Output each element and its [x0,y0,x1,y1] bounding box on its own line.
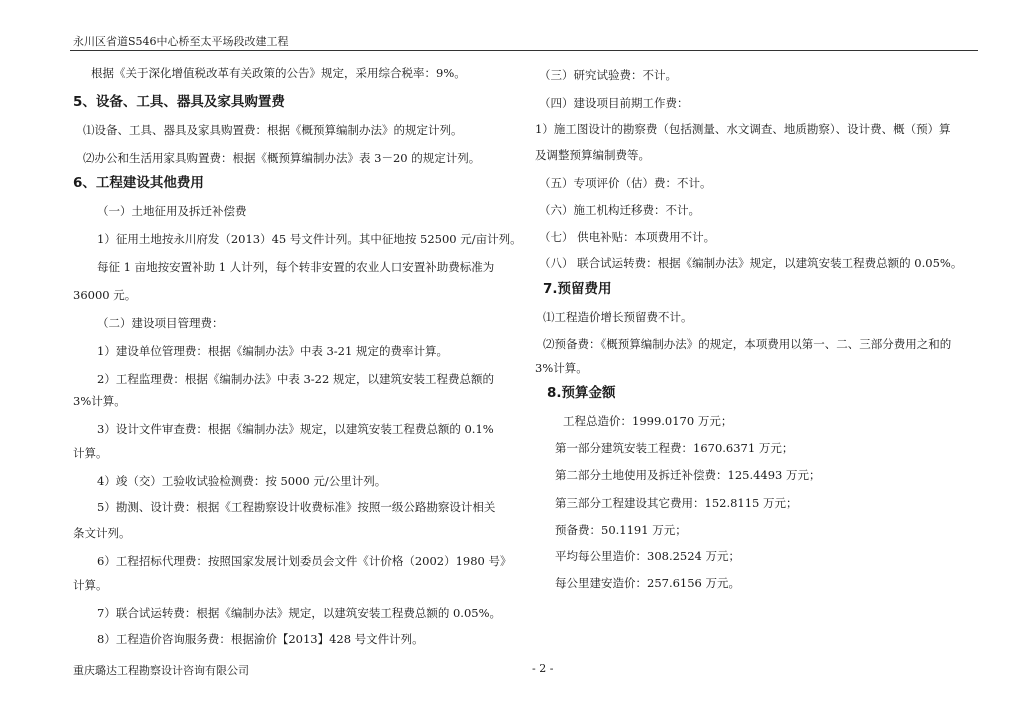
budget-line: 第二部分土地使用及拆迁补偿费：125.4493 万元； [555,468,821,482]
paragraph-line: 计算。 [73,446,108,460]
paragraph-line: 1）征用土地按永川府发（2013）45 号文件计列。其中征地按 52500 元/亩计列。 [97,232,522,246]
paragraph-line: ⑵办公和生活用家具购置费：根据《概预算编制办法》表 3－20 的规定计列。 [83,151,481,165]
header-divider [70,50,978,51]
paragraph-line: 3%计算。 [535,361,588,375]
budget-line: 工程总造价：1999.0170 万元； [563,414,733,428]
budget-line: 每公里建安造价：257.6156 万元。 [555,576,741,590]
paragraph-line: 8）工程造价咨询服务费：根据渝价【2013】428 号文件计列。 [97,632,424,646]
paragraph-line: 6）工程招标代理费：按照国家发展计划委员会文件《计价格（2002）1980 号》 [97,554,512,568]
paragraph-line: ⑵预备费：《概预算编制办法》的规定，本项费用以第一、二、三部分费用之和的 [543,337,952,351]
paragraph-line: 3%计算。 [73,394,126,408]
paragraph-line: 1）施工图设计的勘察费（包括测量、水文调查、地质勘察）、设计费、概（预）算 [535,122,951,136]
footer-company: 重庆璐达工程勘察设计咨询有限公司 [73,664,249,677]
paragraph-line: ⑴设备、工具、器具及家具购置费：根据《概预算编制办法》的规定计列。 [83,123,463,137]
paragraph-line: 每征 1 亩地按安置补助 1 人计列，每个转非安置的农业人口安置补助费标准为 [97,260,495,274]
subsection-heading: （六）施工机构迁移费：不计。 [539,203,700,217]
paragraph-line: 根据《关于深化增值税改革有关政策的公告》规定，采用综合税率：9%。 [91,66,466,80]
paragraph-line: 7）联合试运转费：根据《编制办法》规定，以建筑安装工程费总额的 0.05%。 [97,606,502,620]
paragraph-line: 4）竣（交）工验收试验检测费：按 5000 元/公里计列。 [97,474,387,488]
subsection-heading: （二）建设项目管理费： [97,316,224,330]
subsection-heading: （四）建设项目前期工作费： [539,96,689,110]
budget-line: 第三部分工程建设其它费用：152.8115 万元； [555,496,798,510]
paragraph-line: （八） 联合试运转费：根据《编制办法》规定，以建筑安装工程费总额的 0.05%。 [539,256,963,270]
budget-line: 第一部分建筑安装工程费：1670.6371 万元； [555,441,794,455]
section-heading: 5、设备、工具、器具及家具购置费 [73,94,285,110]
budget-line: 预备费：50.1191 万元； [555,523,687,537]
section-heading: 6、工程建设其他费用 [73,175,204,191]
subsection-heading: （五）专项评价（估）费：不计。 [539,176,712,190]
section-heading: 8.预算金额 [547,385,616,401]
paragraph-line: 5）勘测、设计费：根据《工程勘察设计收费标准》按照一级公路勘察设计相关 [97,500,496,514]
subsection-heading: （三）研究试验费：不计。 [539,68,677,82]
paragraph-line: 条文计列。 [73,526,131,540]
paragraph-line: 1）建设单位管理费：根据《编制办法》中表 3-21 规定的费率计算。 [97,344,448,358]
paragraph-line: 3）设计文件审查费：根据《编制办法》规定，以建筑安装工程费总额的 0.1% [97,422,494,436]
paragraph-line: 及调整预算编制费等。 [535,148,650,162]
subsection-heading: （一）土地征用及拆迁补偿费 [97,204,247,218]
header-title: 永川区省道S546中心桥至太平场段改建工程 [73,35,289,48]
section-heading: 7.预留费用 [543,281,612,297]
paragraph-line: 36000 元。 [73,288,137,302]
budget-line: 平均每公里造价：308.2524 万元； [555,549,741,563]
paragraph-line: ⑴工程造价增长预留费不计。 [543,310,693,324]
paragraph-line: 计算。 [73,578,108,592]
paragraph-line: 2）工程监理费：根据《编制办法》中表 3-22 规定，以建筑安装工程费总额的 [97,372,494,386]
page-number: - 2 - [532,662,554,675]
subsection-heading: （七） 供电补贴：本项费用不计。 [539,230,716,244]
